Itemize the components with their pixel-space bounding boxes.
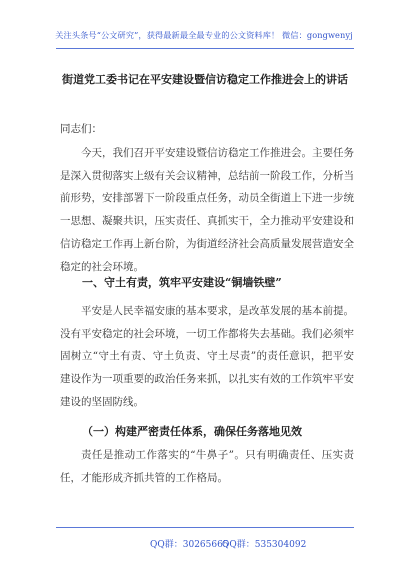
footer-divider [56,527,354,528]
document-title: 街道党工委书记在平安建设暨信访稳定工作推进会上的讲话 [62,73,348,86]
paragraph-responsibility: 责任是推动工作落实的“牛鼻子”。只有明确责任、压实责任，才能形成齐抓共管的工作格局。 [60,449,354,484]
subsection-heading-1: （一）构建严密责任体系，确保任务落地见效 [82,425,302,438]
footer-qq-group-2: QQ群：535304092 [222,540,307,550]
paragraph-intro: 今天，我们召开平安建设暨信访稳定工作推进会。主要任务是深入贯彻落实上级有关会议精神，总结前一阶段工作，分析当前形势，安排部署下一阶段重点任务，动员全街道上下进一步统一思想、凝聚共识，压实责任、真抓实干，全力推动平安建设和信访稳定工作再上新台阶，为街道经济社会高质量发展营造安全稳定的社会环境。 [60,147,354,273]
salutation: 同志们： [60,123,102,135]
section-heading-1: 一、守土有责，筑牢平安建设“铜墙铁壁” [82,276,282,289]
header-banner: 关注头条号“公文研究”，获得最新最全最专业的公文资料库！ 微信：gongwenyj [55,30,353,40]
header-divider [56,48,354,49]
footer-qq-group-1: QQ群：30265665 [150,540,229,550]
paragraph-safety: 平安是人民幸福安康的基本要求，是改革发展的基本前提。没有平安稳定的社会环境，一切工作都将失去基础。我们必须牢固树立“守土有责、守土负责、守土尽责”的责任意识，把平安建设作为一项重要的政治任务来抓，以扎实有效的工作筑牢平安建设的坚固防线。 [60,305,354,408]
